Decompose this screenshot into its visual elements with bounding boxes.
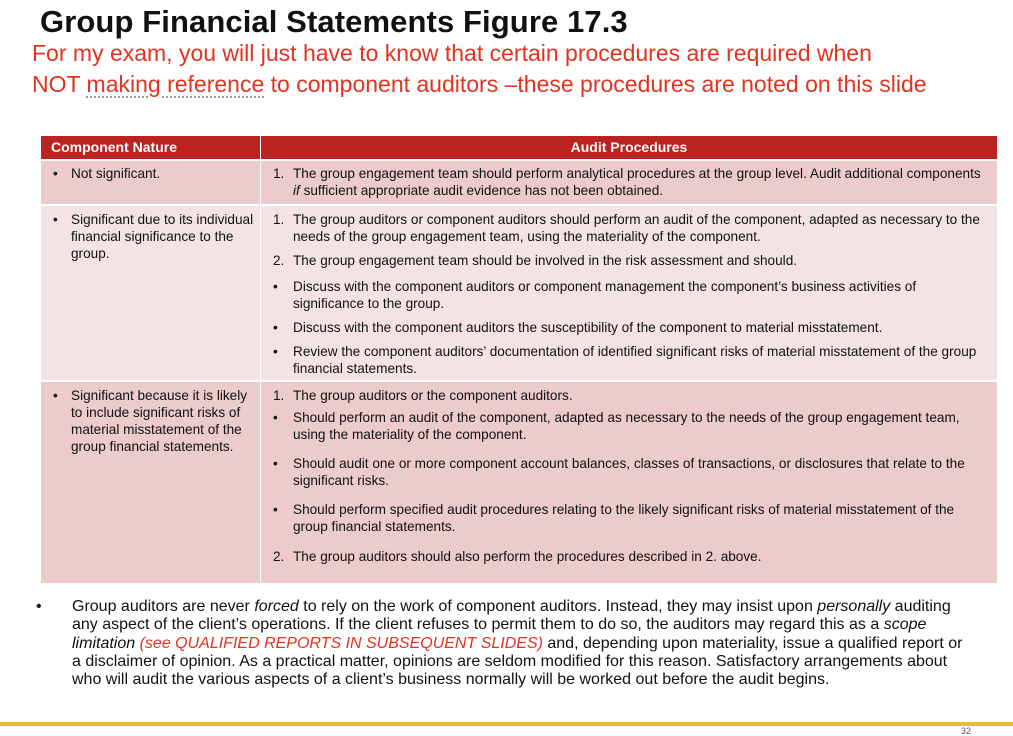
procedure-text: Review the component auditors’ documentation of identified significant risks of material misstatement of the group financial statements.	[293, 344, 977, 376]
bullet-icon: •	[36, 598, 42, 615]
bullet-icon: •	[273, 320, 278, 335]
bullet-icon: •	[53, 388, 58, 403]
procedure-text: The group auditors should also perform the procedures described in 2. above.	[293, 549, 762, 564]
procedure-item	[261, 252, 997, 269]
procedure-item	[261, 211, 997, 245]
item-marker: 1.	[273, 388, 285, 403]
procedure-text: The group auditors or component auditors should perform an audit of the component, adapted as necessary to the needs of the group engagement team, using the materiality of the component.	[293, 212, 980, 244]
item-marker: 2.	[273, 549, 285, 564]
footer-accent-bar	[0, 722, 1013, 726]
item-marker: 1.	[273, 212, 285, 227]
exam-note-line-1: For my exam, you will just have to know that certain procedures are required when	[32, 40, 872, 66]
table-row	[41, 205, 998, 381]
procedure-item	[261, 278, 997, 312]
table-row	[41, 160, 998, 205]
item-marker: 2.	[273, 253, 285, 268]
making-reference-link[interactable]: making reference	[86, 71, 265, 97]
procedure-item	[261, 387, 997, 404]
bullet-icon: •	[53, 166, 58, 181]
exam-note-line-2	[32, 69, 1013, 98]
procedure-text: The group engagement team should be involved in the risk assessment and should.	[293, 253, 798, 268]
procedure-item	[261, 165, 997, 199]
table-row	[41, 381, 998, 583]
procedure-text: The group engagement team should perform analytical procedures at the group level. Audit additional components if sufficient appropriate audit evidence has not been obtained.	[293, 166, 981, 198]
component-cell	[41, 160, 261, 205]
slide-title: Group Financial Statements Figure 17.3	[40, 4, 628, 39]
item-marker: 1.	[273, 166, 285, 181]
procedures-cell	[261, 205, 998, 381]
bullet-icon: •	[273, 279, 278, 294]
note-text: to component auditors –these procedures are noted on this slide	[264, 71, 927, 97]
bullet-icon: •	[53, 212, 58, 227]
header-audit-procedures: Audit Procedures	[261, 136, 998, 161]
note-text: NOT	[32, 71, 87, 97]
footer-paragraph: Group auditors are never forced to rely on the work of component auditors. Instead, they may insist upon personally auditing any aspect of the client’s operations. If the client refuses to permit them to do so, the auditors may regard this as a scope limitation (see QUALIFIED REPORTS IN SUBSEQUENT SLIDES) and, depending upon materiality, issue a qualified report or a disclaimer of opinion. As a practical matter, opinions are seldom modified for this reason. Satisfactory arrangements about who will audit the various aspects of a client’s business normally will be worked out before the audit begins.	[72, 598, 963, 689]
component-cell	[41, 205, 261, 381]
bullet-icon: •	[273, 410, 278, 425]
component-text: Significant due to its individual financial significance to the group.	[71, 212, 254, 261]
page-number: 32	[960, 726, 971, 736]
audit-procedures-table	[40, 135, 998, 584]
procedure-item	[261, 409, 997, 443]
procedure-text: Should perform an audit of the component, adapted as necessary to the needs of the group engagement team, using the materiality of the component.	[293, 410, 960, 442]
procedures-cell	[261, 381, 998, 583]
procedure-item	[261, 455, 997, 489]
procedure-item	[261, 319, 997, 336]
bullet-icon: •	[273, 456, 278, 471]
bullet-icon: •	[273, 502, 278, 517]
table-header-row	[41, 136, 998, 161]
procedures-cell	[261, 160, 998, 205]
procedure-text: Should perform specified audit procedures relating to the likely significant risks of material misstatement of the group financial statements.	[293, 502, 955, 534]
qualified-reports-reference: (see QUALIFIED REPORTS IN SUBSEQUENT SLIDES)	[135, 634, 543, 652]
exam-note	[32, 38, 1013, 98]
header-component-nature: Component Nature	[41, 136, 261, 161]
component-cell	[41, 381, 261, 583]
component-text: Significant because it is likely to include significant risks of material misstatement of the group financial statements.	[71, 388, 248, 454]
procedure-text: Discuss with the component auditors the susceptibility of the component to material misstatement.	[293, 320, 883, 335]
procedure-item	[261, 343, 997, 377]
procedure-text: Discuss with the component auditors or component management the component’s business activities of significance to the group.	[293, 279, 917, 311]
procedure-item	[261, 501, 997, 535]
procedure-text: Should audit one or more component account balances, classes of transactions, or disclosures that relate to the significant risks.	[293, 456, 965, 488]
procedure-item	[261, 548, 997, 565]
procedure-text: The group auditors or the component auditors.	[293, 388, 573, 403]
bullet-icon: •	[273, 344, 278, 359]
component-text: Not significant.	[71, 166, 161, 181]
